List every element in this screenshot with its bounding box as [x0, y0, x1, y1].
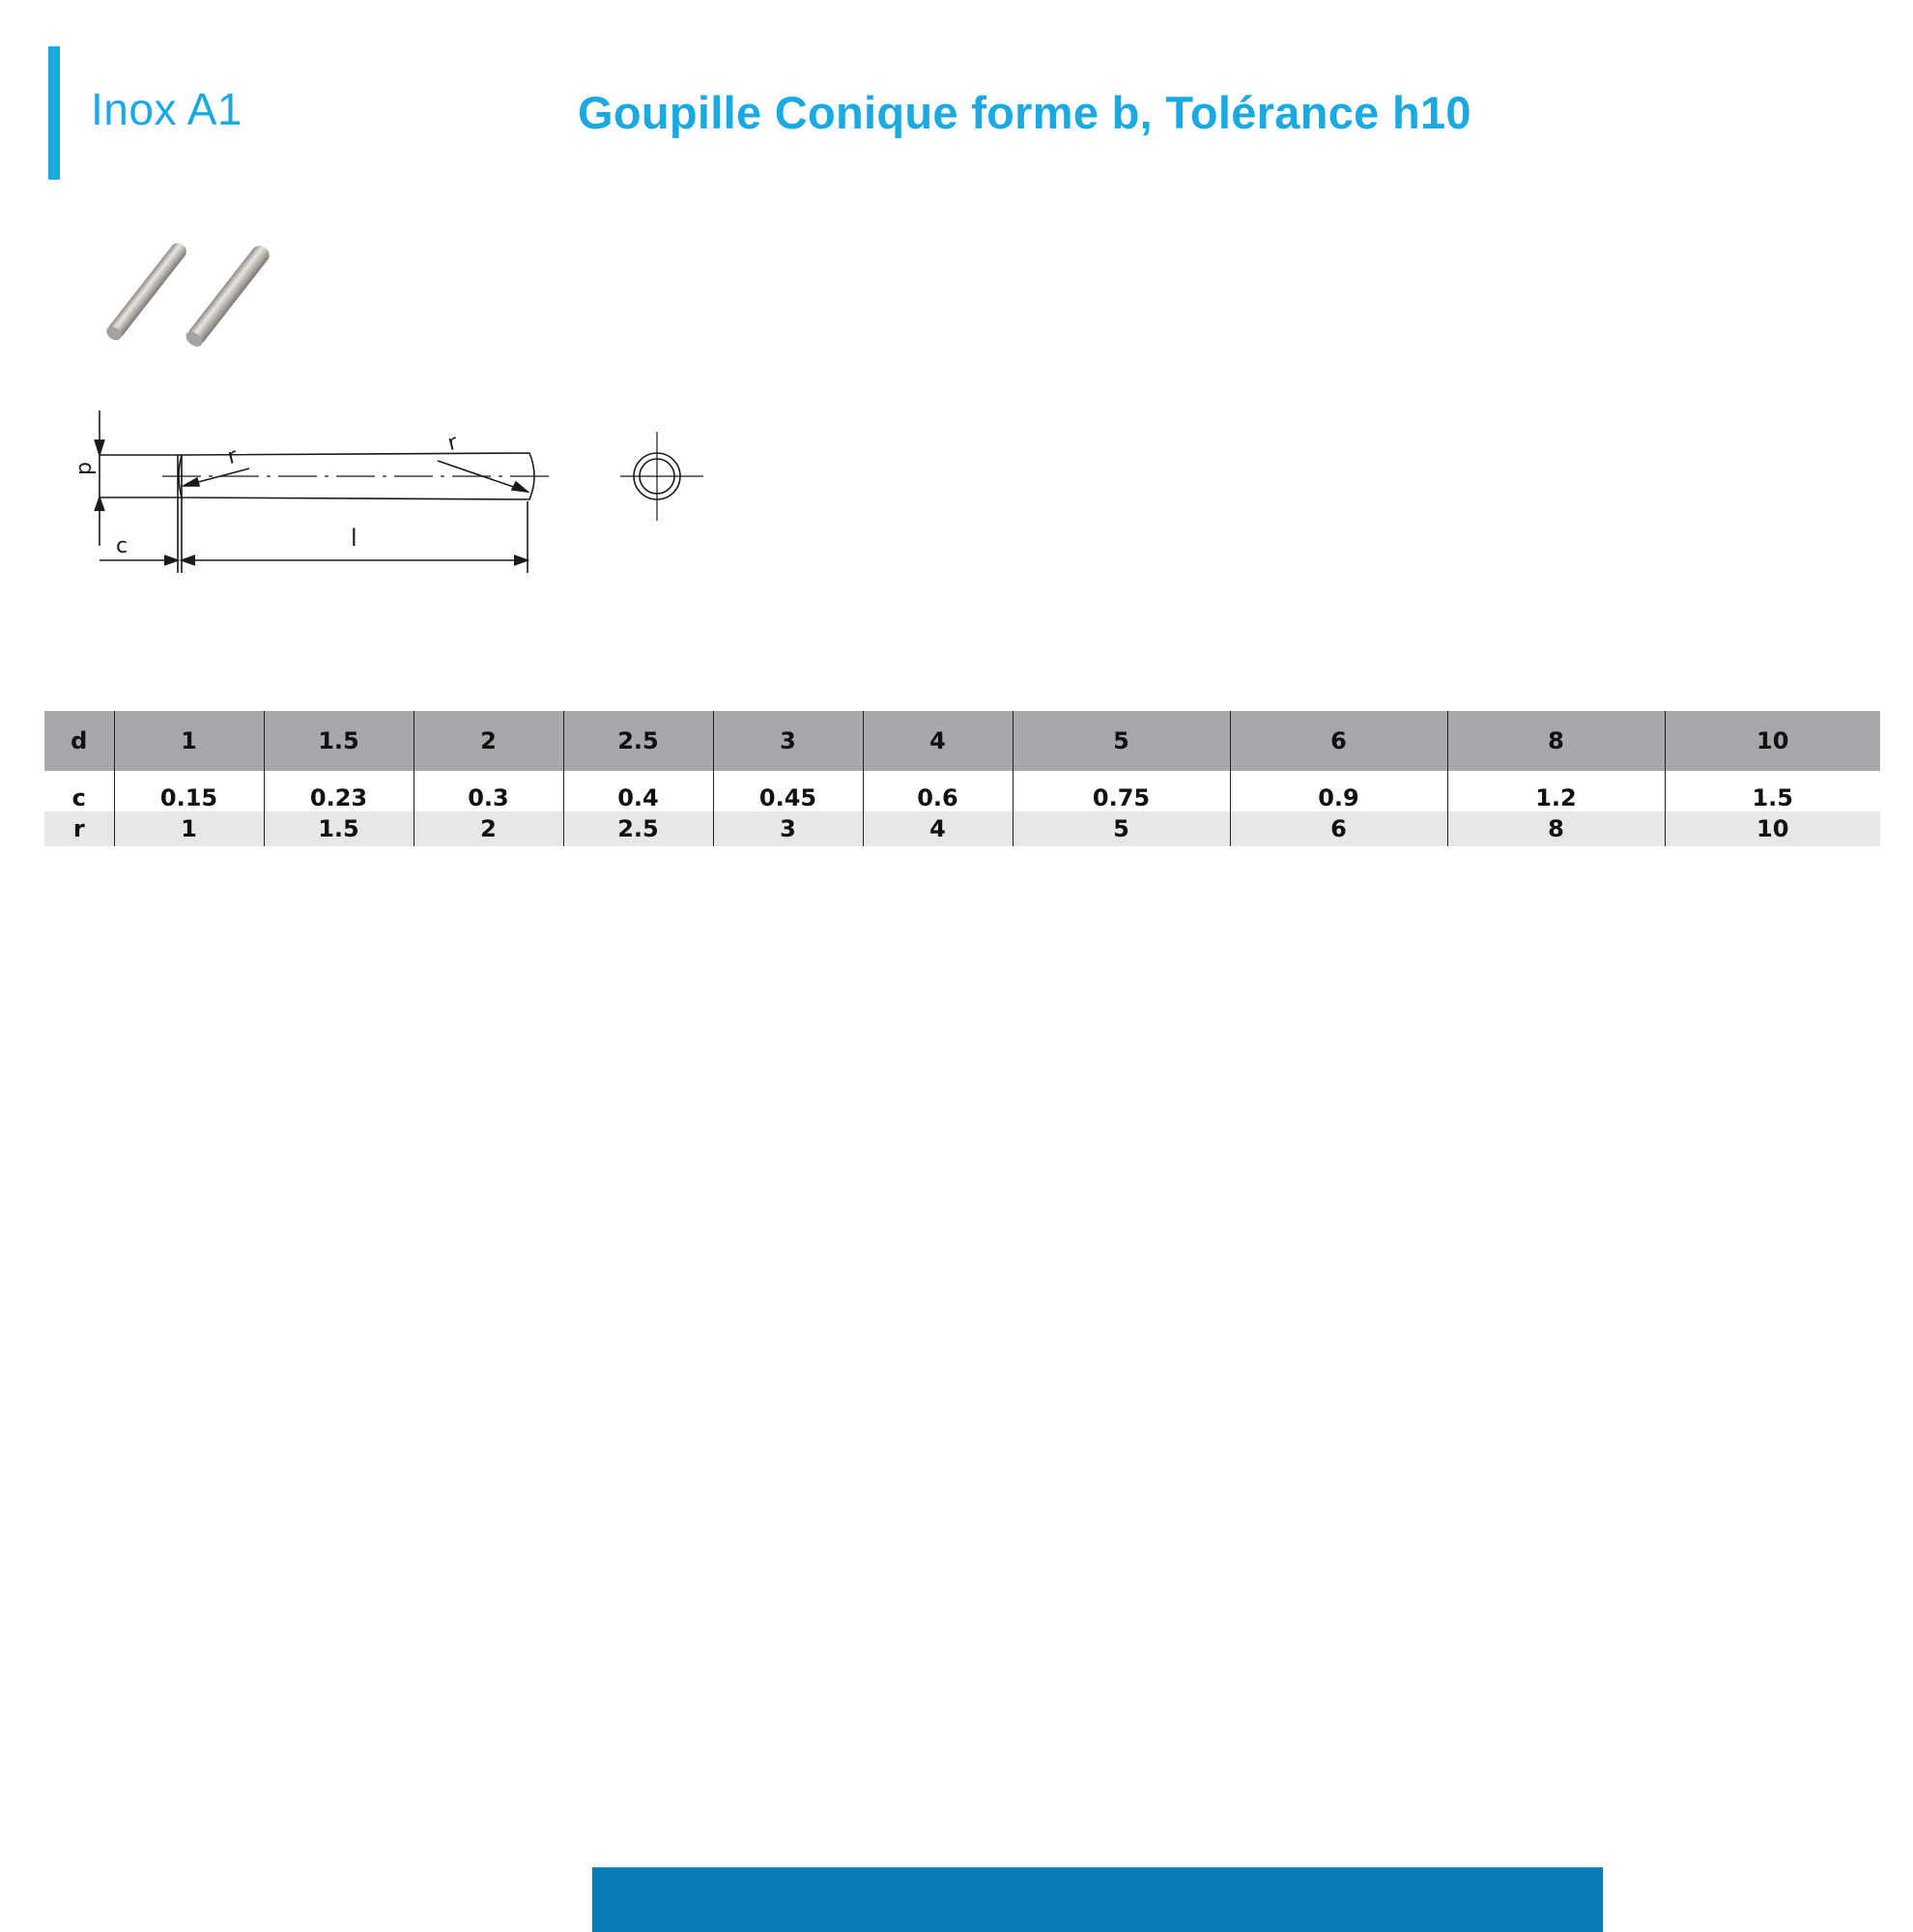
d-arrow-bottom — [95, 497, 104, 511]
table-cell: 0.23 — [264, 771, 414, 811]
table-row-label: r — [44, 811, 114, 846]
table-cell: 1.5 — [264, 811, 414, 846]
table-cell: 1.5 — [1665, 771, 1880, 811]
table-cell: 0.9 — [1230, 771, 1447, 811]
table-cell: 5 — [1013, 811, 1230, 846]
table-cell: 8 — [1447, 711, 1665, 771]
table-cell: 4 — [863, 711, 1013, 771]
table-row-c — [44, 771, 1880, 811]
technical-drawing — [56, 401, 732, 584]
table-row-label: c — [44, 771, 114, 811]
page-title: Goupille Conique forme b, Tolérance h10 — [578, 87, 1471, 138]
table-cell: 0.3 — [414, 771, 563, 811]
table-cell: 0.4 — [563, 771, 713, 811]
table-cell: 2.5 — [563, 811, 713, 846]
table-cell: 6 — [1230, 711, 1447, 771]
table-cell: 5 — [1013, 711, 1230, 771]
table-row-d — [44, 711, 1880, 771]
r-label-left: r — [225, 443, 240, 470]
table-cell: 2.5 — [563, 711, 713, 771]
c-label: c — [116, 534, 128, 558]
accent-bar — [48, 46, 60, 180]
pin-left — [103, 242, 189, 343]
table-cell: 8 — [1447, 811, 1665, 846]
d-arrow-top — [95, 440, 104, 455]
l-label: l — [351, 525, 357, 552]
table-cell: 3 — [713, 811, 863, 846]
table-cell: 0.6 — [863, 771, 1013, 811]
table-cell: 1.5 — [264, 711, 414, 771]
product-photo — [92, 242, 295, 367]
table-cell: 0.75 — [1013, 771, 1230, 811]
dimension-table — [44, 711, 1880, 846]
table-cell: 6 — [1230, 811, 1447, 846]
table-cell: 1 — [114, 811, 264, 846]
table-cell: 2 — [414, 711, 563, 771]
table-cell: 10 — [1665, 711, 1880, 771]
material-label: Inox A1 — [91, 84, 243, 134]
footer-bar — [592, 1867, 1603, 1932]
table-row-r — [44, 811, 1880, 846]
table-cell: 1 — [114, 711, 264, 771]
table-row-label: d — [44, 711, 114, 771]
table-cell: 0.15 — [114, 771, 264, 811]
pin-right — [184, 242, 273, 350]
r-label-right: r — [445, 430, 460, 457]
table-cell: 3 — [713, 711, 863, 771]
d-label: d — [73, 462, 98, 475]
table-cell: 2 — [414, 811, 563, 846]
table-cell: 1.2 — [1447, 771, 1665, 811]
table-cell: 0.45 — [713, 771, 863, 811]
table-cell: 10 — [1665, 811, 1880, 846]
end-view — [620, 432, 703, 521]
table-cell: 4 — [863, 811, 1013, 846]
